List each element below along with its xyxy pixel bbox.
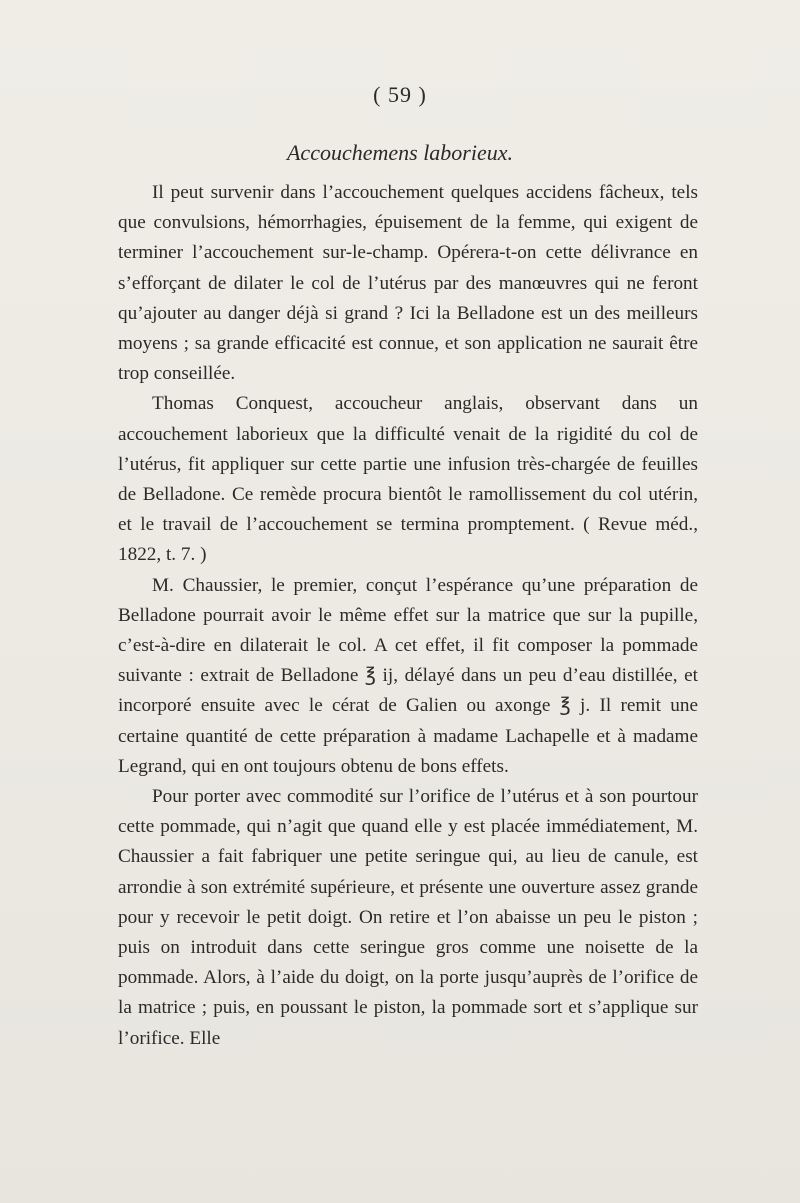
paragraph-2: Thomas Conquest, accoucheur anglais, observant dans un accouchement laborieux que la difficulté venait de la rigidité du col de l’utérus, fit appliquer sur cette partie une infusion très-chargée de feuilles de Belladone. Ce remède procura bientôt le ramollissement du col utérin, et le travail de l’accouchement se termina promptement. ( Revue méd., 1822, t. 7. ) <box>118 393 698 566</box>
paragraph-1: Il peut survenir dans l’accouchement quelques accidens fâcheux, tels que convulsions, hémorrhagies, épuisement de la femme, qui exigent de terminer l’accouchement sur-le-champ. Opérera-t-on cette délivrance en s’efforçant de dilater le col de l’utérus par des manœuvres qui ne feront qu’ajouter au danger déjà si grand ? Ici la Belladone est un des meilleurs moyens ; sa grande efficacité est connue, et son application ne saurait être trop conseillée. <box>118 182 698 385</box>
section-title: Accouchemens laborieux. <box>286 140 514 165</box>
body-text <box>118 178 698 1054</box>
page-number: ( 59 ) <box>373 82 427 107</box>
paragraph-3: M. Chaussier, le premier, conçut l’espérance qu’une préparation de Belladone pourrait avoir le même effet sur la matrice que sur la pupille, c’est-à-dire en dilaterait le col. A cet effet, il fit composer la pommade suivante : extrait de Belladone ℥ ij, délayé dans un peu d’eau distillée, et incorporé ensuite avec le cérat de Galien ou axonge ℥ j. Il remit une certaine quantité de cette préparation à madame Lachapelle et à madame Legrand, qui en ont toujours obtenu de bons effets. <box>118 574 698 777</box>
paragraph-4: Pour porter avec commodité sur l’orifice de l’utérus et à son pourtour cette pommade, qui n’agit que quand elle y est placée immédiatement, M. Chaussier a fait fabriquer une petite seringue qui, au lieu de canule, est arrondie à son extrémité supérieure, et présente une ouverture assez grande pour y recevoir le petit doigt. On retire et l’on abaisse un peu le piston ; puis on introduit dans cette seringue gros comme une noisette de la pommade. Alors, à l’aide du doigt, on la porte jusqu’auprès de l’orifice de la matrice ; puis, en poussant le piston, la pommade sort et s’applique sur l’orifice. Elle <box>118 786 698 1049</box>
